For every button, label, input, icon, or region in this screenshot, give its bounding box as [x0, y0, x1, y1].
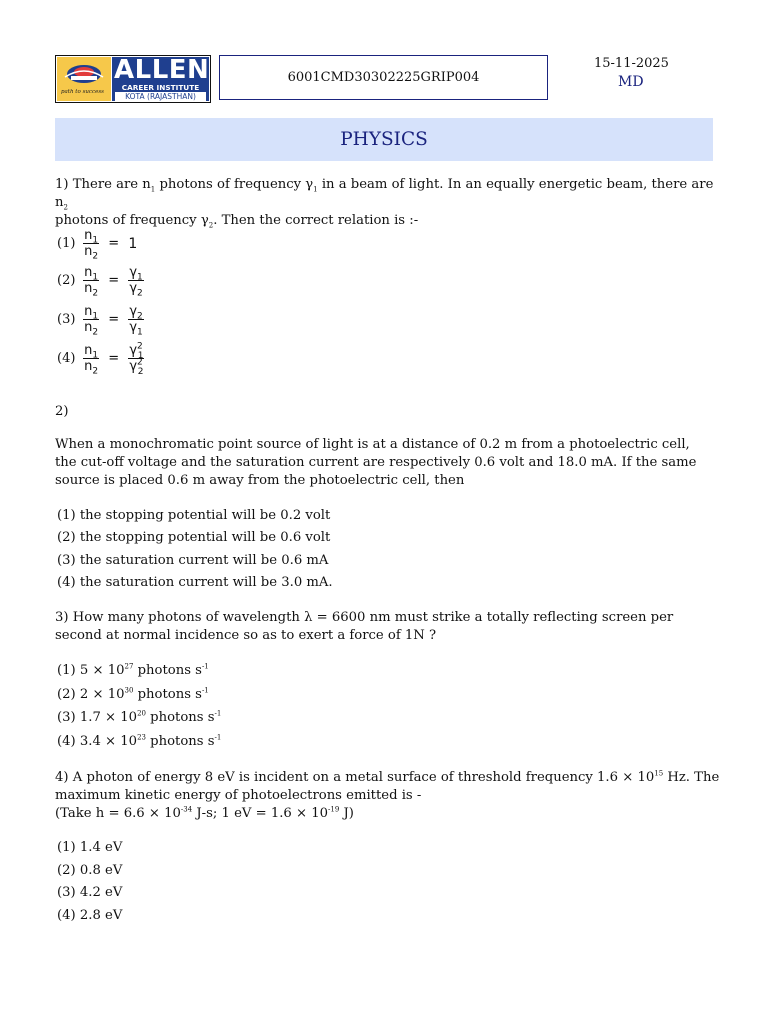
logo-subtitle: CAREER INSTITUTE — [121, 83, 200, 92]
question-1-text: 1) There are $n_1$ photons of frequency $\gamma_1$ in a beam of light. In an equally energetic beam, there are $n_2$ photons of frequency $\gamma_2$. Then the correct relation is :- — [55, 177, 714, 230]
question-3-option-2[interactable]: (2) $2 \times 10^{30}$ photons $s^{-1}$ — [57, 686, 209, 702]
question-2-number: 2) — [55, 404, 69, 419]
question-1-option-1[interactable]: (1) $\frac{n_1}{n_2}$ = 1 — [57, 228, 138, 262]
question-3-option-4[interactable]: (4) $3.4 \times 10^{23}$ photons $s^{-1}$ — [57, 733, 222, 749]
allen-logo — [55, 55, 211, 103]
question-4-option-2[interactable]: (2) 0.8 eV — [57, 863, 123, 878]
question-4-option-4[interactable]: (4) 2.8 eV — [57, 908, 123, 923]
question-2-option-4[interactable]: (4) the saturation current will be 3.0 mA. — [57, 575, 333, 590]
question-3-option-1[interactable]: (1) $5 \times 10^{27}$ photons $s^{-1}$ — [57, 662, 209, 678]
section-banner — [55, 118, 713, 161]
question-1-option-3[interactable]: (3) $\frac{n_1}{n_2}$ = $\frac{\gamma_2}{\gamma_1}$ — [57, 304, 143, 338]
exam-date: 15-11-2025 — [594, 56, 669, 71]
paper-code: 6001CMD30302225GRIP004 — [287, 70, 480, 85]
paper-code-box — [219, 55, 548, 100]
question-4-option-1[interactable]: (1) 1.4 eV — [57, 840, 123, 855]
question-4-text: 4) A photon of energy 8 eV is incident on a metal surface of threshold frequency $1.6 \times 10^{15}$ Hz. The maximum kinetic energy of photoelectrons emitted is - (Take $h = 6.6 \times 10^{-34}$ J-s; 1 eV = $1.6 \times 10^{-19}$ J) — [55, 769, 720, 821]
question-2-text: When a monochromatic point source of light is at a distance of 0.2 m from a photoelectric cell, the cut-off voltage and the saturation current are respectively 0.6 volt and 18.0 mA. If the same source is placed 0.6 m away from the photoelectric cell, then — [55, 437, 697, 488]
question-2-option-3[interactable]: (3) the saturation current will be 0.6 mA — [57, 553, 329, 568]
section-title: PHYSICS — [340, 129, 428, 150]
logo-location: KOTA (RAJASTHAN) — [115, 92, 206, 101]
question-2-option-1[interactable]: (1) the stopping potential will be 0.2 volt — [57, 508, 331, 523]
question-2-option-2[interactable]: (2) the stopping potential will be 0.6 volt — [57, 530, 331, 545]
stream-label: MD — [618, 74, 644, 90]
question-4-option-3[interactable]: (3) 4.2 eV — [57, 885, 123, 900]
question-3-text: 3) How many photons of wavelength λ = 6600 nm must strike a totally reflecting screen per second at normal incidence so as to exert a force of 1N ? — [55, 610, 674, 643]
question-1-option-4[interactable]: (4) $\frac{n_1}{n_2}$ = $\frac{\gamma^2_1}{\gamma^2_2}$ — [57, 341, 144, 377]
question-3-option-3[interactable]: (3) $1.7 \times 10^{20}$ photons $s^{-1}$ — [57, 709, 222, 725]
logo-wordmark: ALLEN — [114, 55, 210, 85]
tagline: path to success — [61, 89, 104, 95]
question-1-option-2[interactable]: (2) $\frac{n_1}{n_2}$ = $\frac{\gamma_1}{\gamma_2}$ — [57, 265, 143, 299]
